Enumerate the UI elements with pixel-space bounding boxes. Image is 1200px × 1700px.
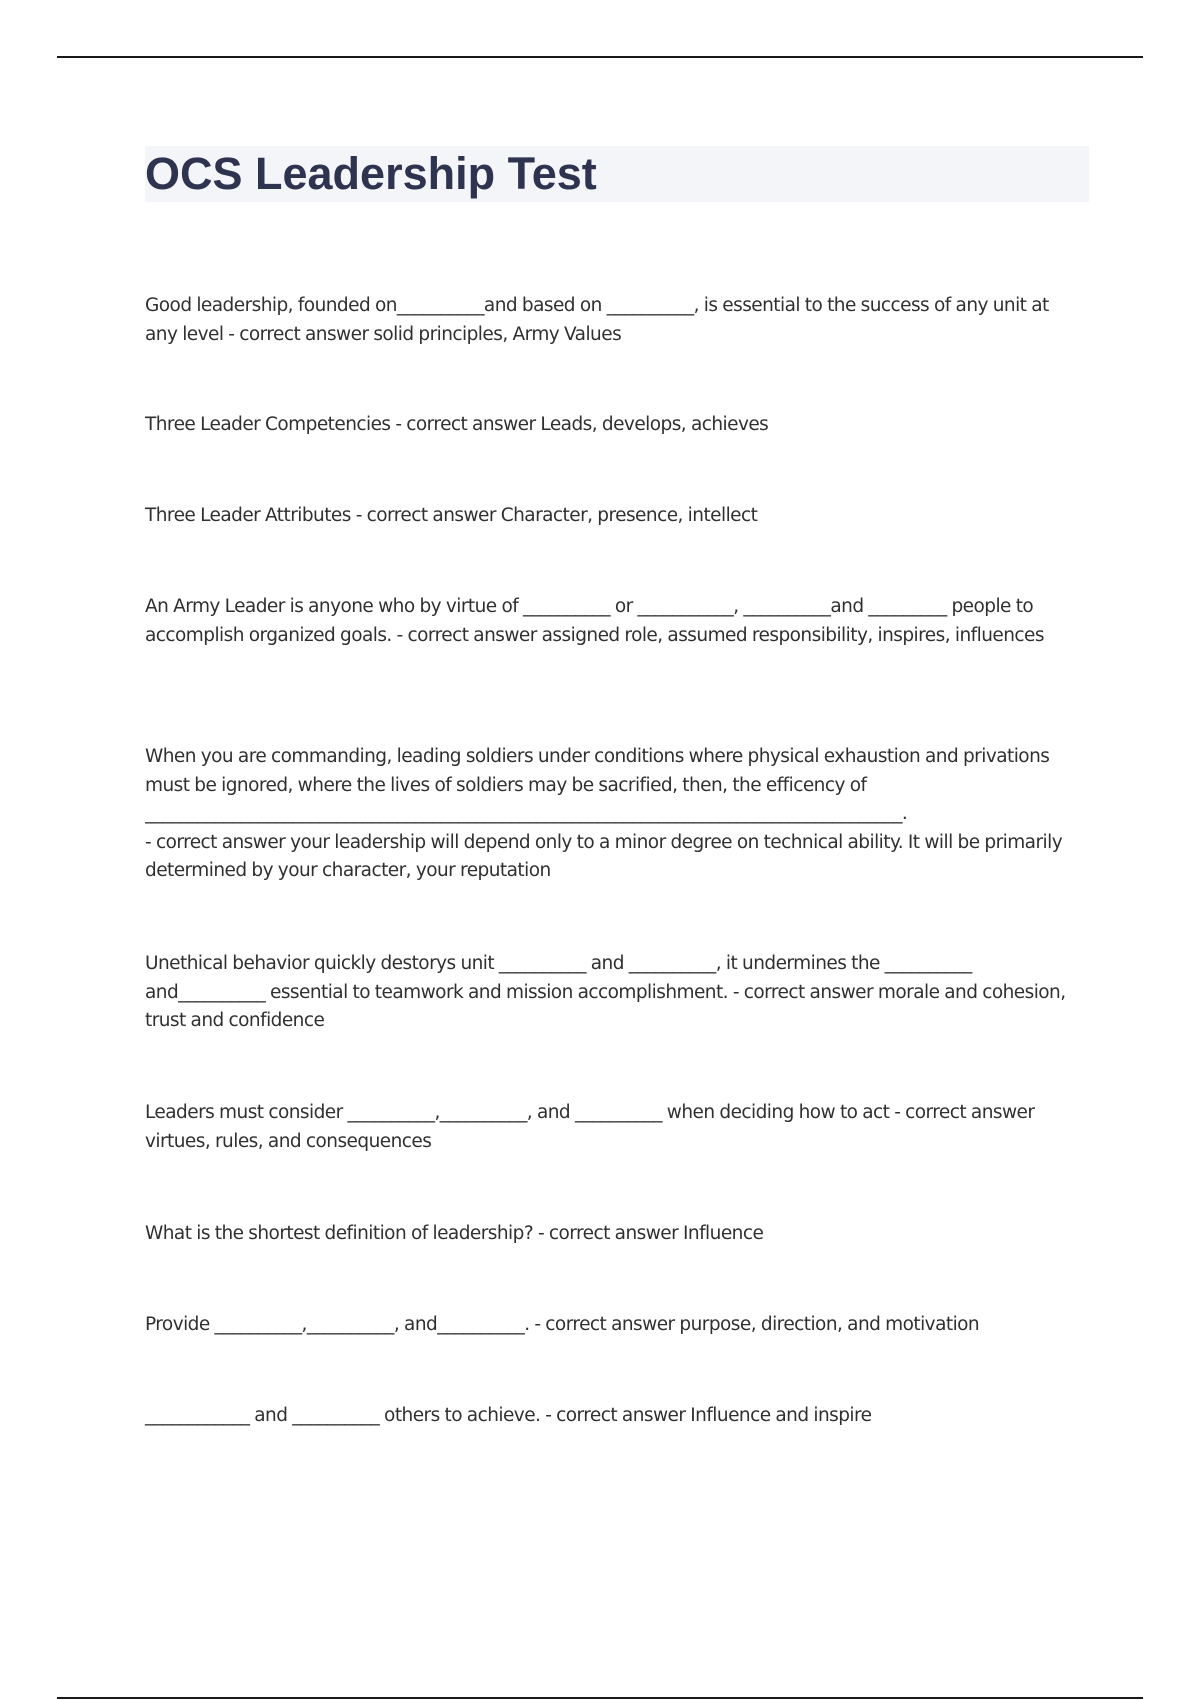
- question-9: Provide __________,__________, and__________. - correct answer purpose, direction, and motivation: [145, 1314, 980, 1335]
- question-1: Good leadership, founded on__________and based on __________, is essential to the success of any unit at any level - correct answer solid principles, Army Values: [145, 295, 1049, 345]
- question-5-prompt: When you are commanding, leading soldiers under conditions where physical exhaustion and privations must be ignored, where the lives of soldiers may be sacrified, then, the efficency of: [145, 746, 1050, 796]
- document-title: OCS Leadership Test: [145, 148, 597, 199]
- question-2: Three Leader Competencies - correct answer Leads, develops, achieves: [145, 414, 769, 435]
- question-4: An Army Leader is anyone who by virtue of __________ or ___________, __________and _________ people to accomplish organized goals. - correct answer assigned role, assumed responsibility, inspires, influences: [145, 596, 1044, 646]
- question-6: Unethical behavior quickly destorys unit __________ and __________, it undermines the __________ and__________ essential to teamwork and mission accomplishment. - correct answer morale and cohesion, trust and confidence: [145, 953, 1066, 1031]
- question-8: What is the shortest definition of leadership? - correct answer Influence: [145, 1223, 764, 1244]
- question-10: ____________ and __________ others to achieve. - correct answer Influence and inspire: [145, 1405, 872, 1426]
- question-3: Three Leader Attributes - correct answer Character, presence, intellect: [145, 505, 758, 526]
- bottom-rule: [57, 1697, 1143, 1699]
- question-5-answer: - correct answer your leadership will depend only to a minor degree on technical ability. It will be primarily determined by your character, your reputation: [145, 831, 1063, 881]
- question-5-blank: _______________________________________________________________________________________.: [145, 803, 908, 824]
- question-5: [145, 743, 1085, 886]
- top-rule: [57, 56, 1143, 58]
- question-7: Leaders must consider __________,__________, and __________ when deciding how to act - correct answer virtues, rules, and consequences: [145, 1102, 1035, 1152]
